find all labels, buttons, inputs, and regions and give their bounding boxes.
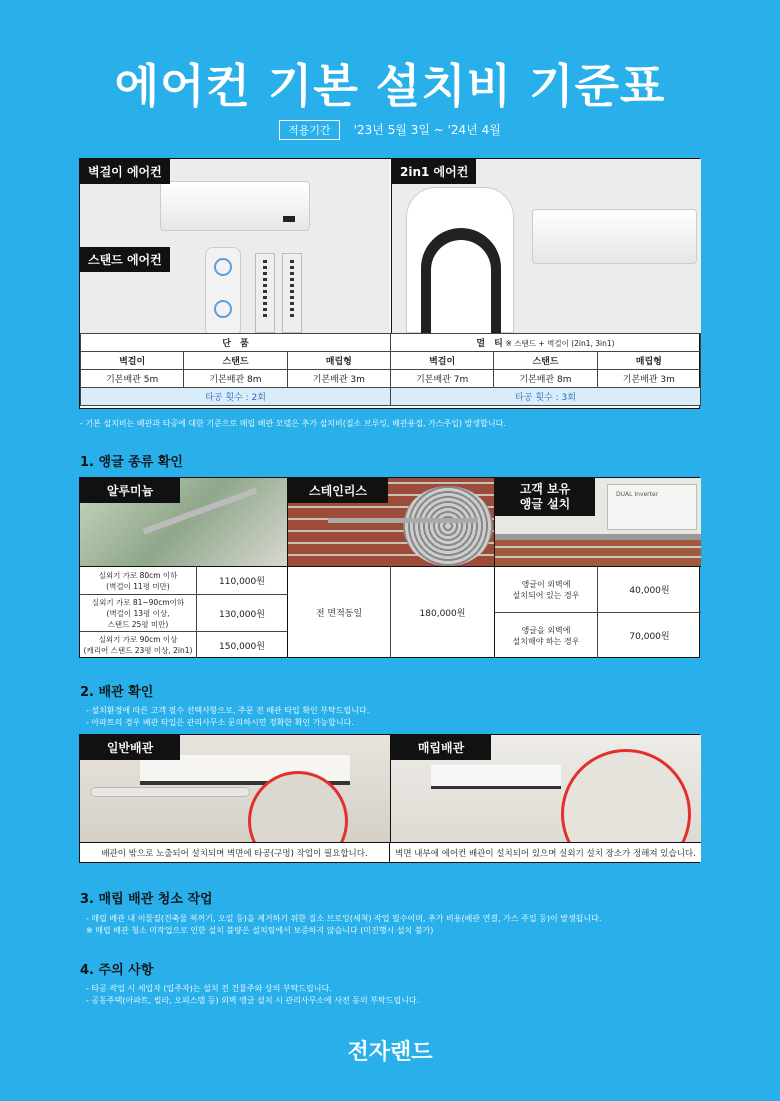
single-col-stand: 스탠드 <box>184 352 287 370</box>
products-box <box>79 158 700 409</box>
page-title: 에어컨 기본 설치비 기준표 <box>114 59 666 113</box>
single-val-wall: 기본배관 5m <box>81 370 184 388</box>
general-tag: 일반배관 <box>80 735 180 760</box>
wall-ac-image <box>160 181 310 231</box>
sec2-heading: 2. 배관 확인 <box>80 685 154 700</box>
general-pipe-photo <box>80 735 390 843</box>
period-badge: 적용기간 <box>279 120 340 140</box>
own-desc-1: 앵글이 외벽에 설치되어 있는 경우 <box>494 566 598 612</box>
stand-ac-image <box>180 243 315 333</box>
twoin1-stand-image <box>406 187 514 333</box>
own-tag: 고객 보유 앵글 설치 <box>495 478 595 516</box>
alu-price-3: 150,000원 <box>197 631 287 658</box>
single-val-stand: 기본배관 8m <box>184 370 287 388</box>
multi-header-cell <box>391 334 701 352</box>
sec4-note-1: - 타공 작업 시 세입자 (입주자)는 설치 전 건물주와 상의 부탁드립니다. <box>86 984 332 993</box>
outdoor-unit-image <box>607 484 697 530</box>
multi-col-wall: 벽걸이 <box>391 352 494 370</box>
alu-desc-2: 실외기 가로 81~90cm이하 (벽걸이 13평 이상, 스탠드 25평 미만) <box>80 594 197 631</box>
own-desc-2: 앵글을 외벽에 설치해야 하는 경우 <box>494 612 598 658</box>
multi-val-stand: 기본배관 8m <box>494 370 597 388</box>
sec3-heading: 3. 매립 배관 청소 작업 <box>80 892 213 907</box>
own-price-2: 70,000원 <box>598 612 701 658</box>
wall-tag: 벽걸이 에어컨 <box>80 159 170 184</box>
multi-col-embed: 매립형 <box>597 352 700 370</box>
multi-note: ※ 스탠드 + 벽걸이 (2in1, 3in1) <box>505 339 615 348</box>
sec3-note-2: ※ 매립 배관 청소 미작업으로 인한 설치 불량은 설치팀에서 보증하지 않습니다 (미진행시 설치 불가) <box>86 926 434 935</box>
sec4-heading: 4. 주의 사항 <box>80 963 154 978</box>
single-holes: 타공 횟수 : 2회 <box>81 388 391 406</box>
stain-price: 180,000원 <box>391 566 494 658</box>
alu-tag: 알루미늄 <box>80 478 180 503</box>
period-range: '23년 5월 3일 ~ '24년 4월 <box>353 123 501 137</box>
stain-tag: 스테인리스 <box>288 478 388 503</box>
period <box>0 120 780 140</box>
multi-col-stand: 스탠드 <box>494 352 597 370</box>
single-val-embed: 기본배관 3m <box>287 370 390 388</box>
sec1-heading: 1. 앵글 종류 확인 <box>80 455 183 470</box>
multi-holes: 타공 횟수 : 3회 <box>391 388 701 406</box>
wall-ac-display <box>283 216 295 222</box>
outdoor-brand: DUAL Inverter <box>616 491 659 498</box>
twoin1-tag: 2in1 에어컨 <box>392 159 476 184</box>
twoin1-wall-image <box>532 209 697 264</box>
alu-desc-1: 실외기 가로 80cm 이하 (벽걸이 11평 미만) <box>80 566 197 594</box>
angle-box <box>79 477 700 658</box>
embed-pipe-photo <box>390 735 701 843</box>
own-photo <box>494 478 701 566</box>
single-table <box>80 333 391 406</box>
alu-desc-3: 실외기 가로 90cm 이상 (캐리어 스탠드 23평 이상, 2in1) <box>80 631 197 658</box>
multi-header: 멀 티 <box>476 339 503 349</box>
multi-photo <box>391 159 701 333</box>
embed-zoom-circle <box>561 749 691 843</box>
products-footnote: - 기본 설치비는 배관과 타공에 대한 기준으로 매립 배관 모델은 추가 설치비(질소 브루잉, 배관용접, 가스주입) 발생합니다. <box>80 419 506 428</box>
single-col-wall: 벽걸이 <box>81 352 184 370</box>
sec2-note-2: - 아파트의 경우 배관 타입은 관리사무소 문의하시면 정확한 확인 가능합니다. <box>86 718 354 727</box>
stain-photo <box>287 478 494 566</box>
single-header: 단 품 <box>81 334 391 352</box>
brand-logo: 전자랜드 <box>347 1040 433 1065</box>
single-col-embed: 매립형 <box>287 352 390 370</box>
sec3-note-1: - 매립 배관 내 이물질(건축물 찌꺼기, 오일 등)을 제거하기 위한 질소 브로잉(세척) 작업 필수이며, 추가 비용(배관 연결, 가스 주입 등)이 발생됩니다. <box>86 914 602 923</box>
single-photo <box>80 159 390 333</box>
sec2-note-1: - 설치환경에 따른 고객 필수 선택사항으로, 주문 전 배관 타입 확인 부탁드립니다. <box>86 706 370 715</box>
own-price-1: 40,000원 <box>598 566 701 612</box>
general-caption: 배관이 밖으로 노출되어 설치되며 벽면에 타공(구멍) 작업이 필요합니다. <box>80 842 390 862</box>
alu-photo <box>80 478 287 566</box>
alu-price-2: 130,000원 <box>197 594 287 631</box>
multi-table <box>390 333 701 406</box>
stand-tag: 스탠드 에어컨 <box>80 247 170 272</box>
embed-tag: 매립배관 <box>391 735 491 760</box>
multi-val-embed: 기본배관 3m <box>597 370 700 388</box>
embed-caption: 벽면 내부에 에어컨 배관이 설치되어 있으며 실외기 설치 장소가 정해져 있습니다. <box>390 842 701 862</box>
alu-price-1: 110,000원 <box>197 566 287 594</box>
sec4-note-2: - 공동주택(아파트, 빌라, 오피스텔 등) 외벽 앵글 설치 시 관리사무소에 사전 동의 부탁드립니다. <box>86 996 420 1005</box>
pipe-box <box>79 734 700 863</box>
multi-val-wall: 기본배관 7m <box>391 370 494 388</box>
stain-desc: 전 면적동일 <box>287 566 391 658</box>
